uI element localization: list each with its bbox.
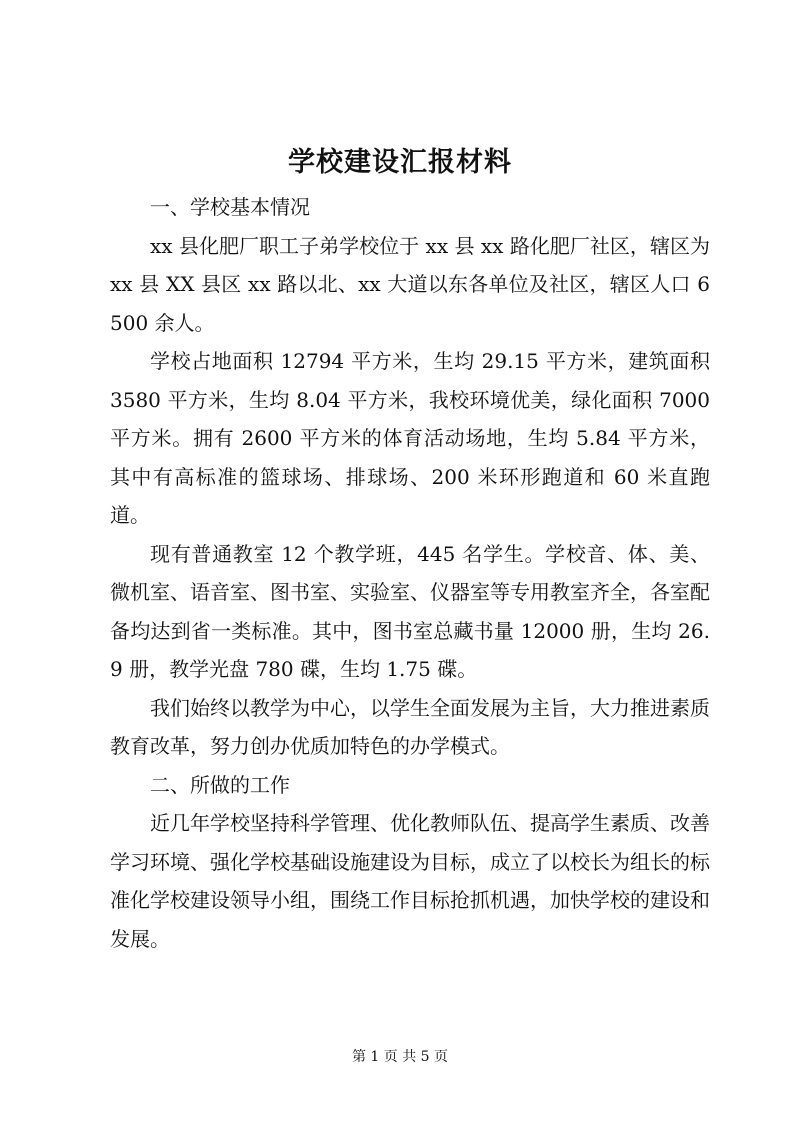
page-footer: 第 1 页 共 5 页 <box>351 1049 449 1065</box>
section-heading-work-done: 二、所做的工作 <box>150 772 290 797</box>
paragraph-work-summary: 近几年学校坚持科学管理、优化教师队伍、提高学生素质、改善学习环境、强化学校基础设施建设为目标，成立了以校长为组长的标准化学校建设领导小组，围绕工作目标抢抓机遇，加快学校的建设和发展。 <box>110 811 710 951</box>
document-title: 学校建设汇报材料 <box>288 147 512 178</box>
paragraph-area: 学校占地面积 12794 平方米，生均 29.15 平方米，建筑面积 3580 平方米，生均 8.04 平方米，我校环境优美，绿化面积 7000 平方米。拥有 2600 平方米的体育活动场地，生均 5.84 平方米，其中有高标准的篮球场、排球场、200 米环形跑道和 60 米直跑道。 <box>110 349 710 527</box>
paragraph-location: xx 县化肥厂职工子弟学校位于 xx 县 xx 路化肥厂社区，辖区为 xx 县 XX 县区 xx 路以北、xx 大道以东各单位及社区，辖区人口 6500 余人。 <box>110 233 710 335</box>
section-heading-basic-info: 一、学校基本情况 <box>150 195 310 219</box>
paragraph-mission: 我们始终以教学为中心，以学生全面发展为主旨，大力推进素质教育改革，努力创办优质加特色的办学模式。 <box>110 695 710 758</box>
paragraph-classrooms: 现有普通教室 12 个教学班，445 名学生。学校音、体、美、微机室、语音室、图书室、实验室、仪器室等专用教室齐全，各室配备均达到省一类标准。其中，图书室总藏书量 12000 册，生均 26.9 册，教学光盘 780 碟，生均 1.75 碟。 <box>110 541 710 681</box>
document-body <box>110 188 710 958</box>
